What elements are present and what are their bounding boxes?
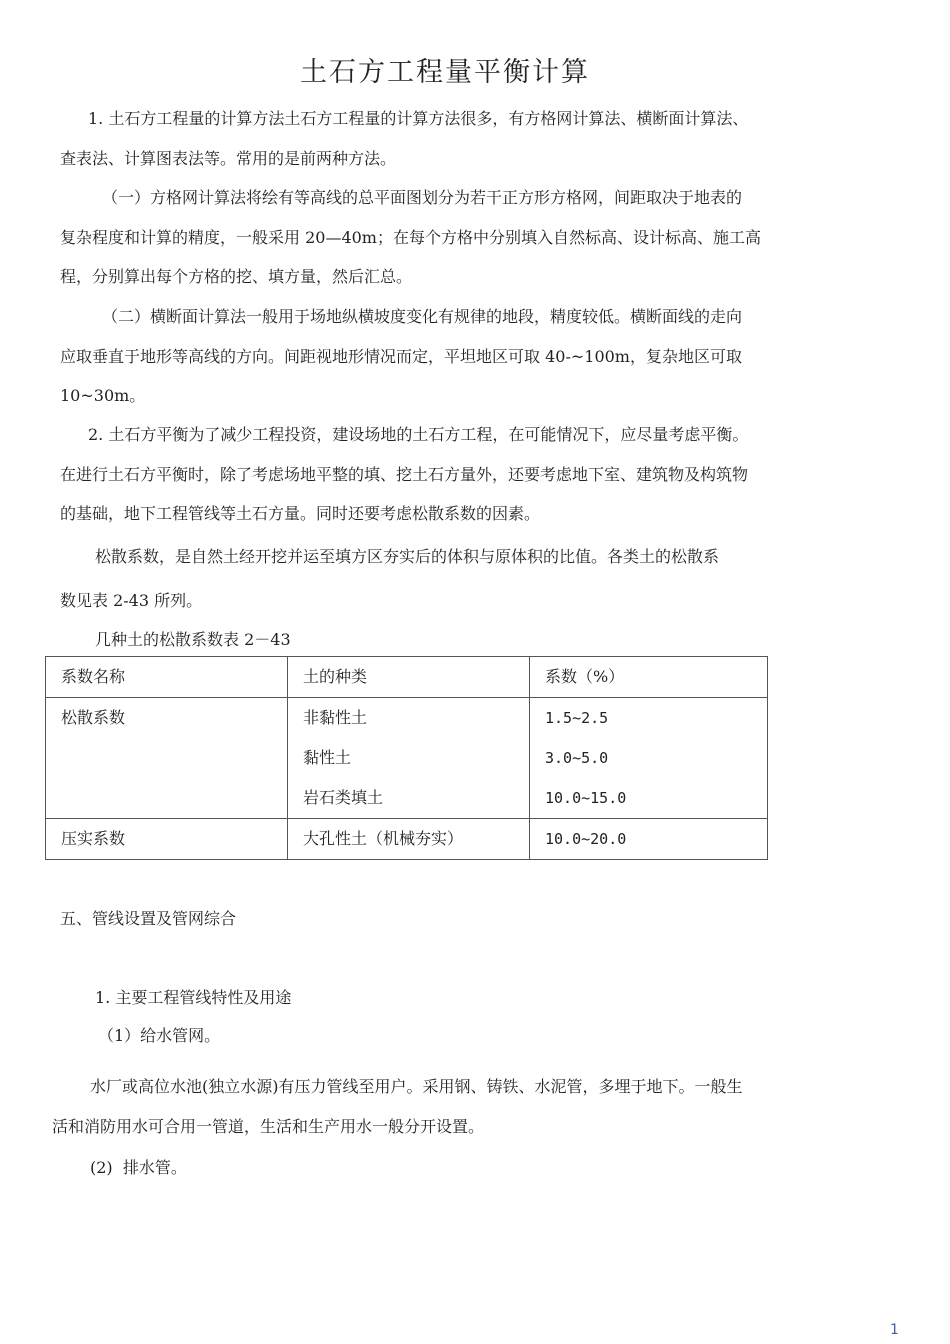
text-line: 程，分别算出每个方格的挖、填方量，然后汇总。 (60, 267, 413, 286)
subsection-heading: 1. 主要工程管线特性及用途 (95, 988, 292, 1007)
text-line: 活和消防用水可合用一管道，生活和生产用水一般分开设置。 (52, 1116, 485, 1136)
text-line: 水厂或高位水池(独立水源)有压力管线至用户。采用钢、铸铁、水泥管，多埋于地下。一般生 (90, 1077, 743, 1096)
header-cell: 系数（%） (530, 657, 768, 698)
header-cell: 土的种类 (288, 657, 530, 698)
text-line: （一）方格网计算法将绘有等高线的总平面图划分为若干正方形方格网，间距取决于地表的 (102, 188, 743, 207)
text-line: 复杂程度和计算的精度，一般采用 20—40m；在每个方格中分别填入自然标高、设计标高、施工高 (60, 227, 761, 247)
list-item: （1）给水管网。 (98, 1026, 221, 1045)
text-line: 查表法、计算图表法等。常用的是前两种方法。 (60, 148, 397, 168)
coefficient-value-cell: 1.5~2.5 3.0~5.0 10.0~15.0 (530, 698, 768, 819)
coefficient-name-cell: 压实系数 (46, 819, 288, 860)
soil-type-cell: 大孔性土（机械夯实） (288, 819, 530, 860)
table-caption: 几种土的松散系数表 2－43 (95, 630, 291, 649)
table-row (46, 698, 768, 819)
soil-type-cell: 非黏性土 黏性土 岩石类填土 (288, 698, 530, 819)
list-item: (2) 排水管。 (90, 1158, 187, 1177)
header-cell: 系数名称 (46, 657, 288, 698)
section-heading: 五、管线设置及管网综合 (60, 909, 237, 928)
loose-coefficient-table (45, 656, 768, 860)
paragraph-calculation-methods (60, 99, 860, 178)
text-line: 10~30m。 (60, 386, 146, 405)
text-line: 2. 土石方平衡为了减少工程投资，建设场地的土石方工程，在可能情况下，应尽量考虑平衡。 (88, 425, 749, 444)
paragraph-cross-section-method (60, 297, 860, 416)
text-line: 数见表 2-43 所列。 (60, 591, 203, 610)
text-line: 应取垂直于地形等高线的方向。间距视地形情况而定，平坦地区可取 40-~100m，复杂地区可取 (60, 346, 742, 366)
paragraph-earthwork-balance (60, 415, 860, 534)
coefficient-name-cell: 松散系数 (46, 698, 288, 819)
coefficient-value-cell: 10.0~20.0 (530, 819, 768, 860)
text-line: 1. 土石方工程量的计算方法土石方工程量的计算方法很多，有方格网计算法、横断面计算法、 (88, 109, 749, 128)
paragraph-water-supply (52, 1067, 872, 1146)
text-line: 的基础，地下工程管线等土石方量。同时还要考虑松散系数的因素。 (60, 504, 541, 523)
paragraph-loose-coefficient (60, 535, 860, 623)
text-line: 在进行土石方平衡时，除了考虑场地平整的填、挖土石方量外，还要考虑地下室、建筑物及构筑物 (60, 464, 749, 484)
page-title: 土石方工程量平衡计算 (300, 57, 590, 88)
text-line: （二）横断面计算法一般用于场地纵横坡度变化有规律的地段，精度较低。横断面线的走向 (102, 307, 743, 326)
page-number: 1 (890, 1322, 899, 1338)
table-header-row (46, 657, 768, 698)
paragraph-grid-method (60, 178, 860, 297)
text-line: 松散系数，是自然土经开挖并运至填方区夯实后的体积与原体积的比值。各类土的松散系 (95, 547, 720, 566)
table-row (46, 819, 768, 860)
